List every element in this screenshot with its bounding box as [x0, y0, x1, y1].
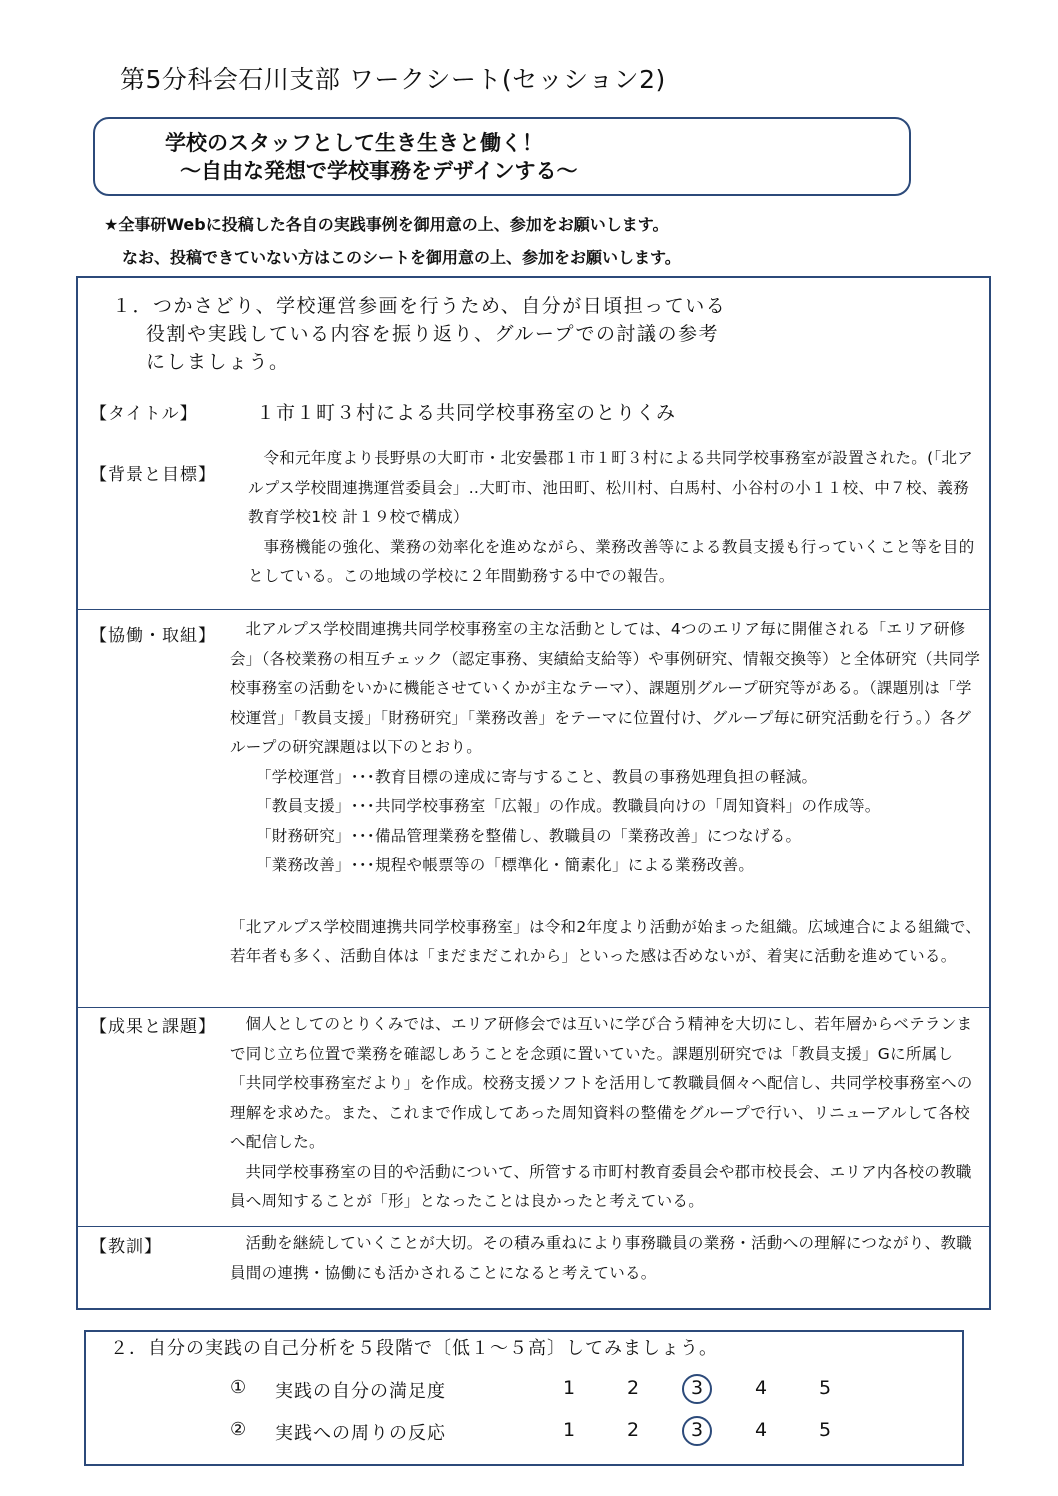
- lesson-text: [230, 1229, 978, 1288]
- scale-option-5[interactable]: 5: [818, 1377, 832, 1399]
- results-paragraph-2: 共同学校事務室の目的や活動について、所管する市町村教育委員会や郡市校長会、エリア内各校の教職員へ周知することが「形」となったことは良かったと考えている。: [230, 1162, 972, 1210]
- row-number: ②: [230, 1419, 247, 1440]
- results-paragraph-1: 個人としてのとりくみでは、エリア研修会では互いに学び合う精神を大切にし、若年層からベテランまで同じ立ち位置で業務を確認しあうことを念頭に置いていた。課題別研究では「教員支援」Gに所属し「共同学校事務室だより」を作成。校務支援ソフトを活用して教職員個々へ配信し、共同学校事務室への理解を求めた。また、これまで作成してあった周知資料の整備をグループで行い、リニューアルして各校へ配信した。: [230, 1015, 973, 1151]
- selected-circle: [682, 1374, 712, 1404]
- scale-option-4[interactable]: 4: [754, 1377, 768, 1399]
- notice-line-1: ★全事研Webに投稿した各自の実践事例を御用意の上、参加をお願いします。: [104, 215, 669, 234]
- scale-option-2[interactable]: 2: [626, 1377, 640, 1399]
- question-1-line-3: にしましょう。: [146, 351, 290, 373]
- notice-line-2: なお、投稿できていない方はこのシートを御用意の上、参加をお願いします。: [122, 248, 681, 267]
- lesson-label: 【教訓】: [90, 1237, 162, 1257]
- scale-option-4[interactable]: 4: [754, 1419, 768, 1441]
- collaboration-text: [230, 615, 982, 972]
- background-label: 【背景と目標】: [90, 465, 216, 485]
- results-text: [230, 1010, 978, 1217]
- title-value: １市１町３村による共同学校事務室のとりくみ: [256, 402, 677, 424]
- divider: [76, 609, 991, 610]
- scale-option-3[interactable]: 3: [690, 1419, 704, 1441]
- rating-label-self: 実践の自分の満足度: [275, 1381, 446, 1402]
- question-1-line-1: １．つかさどり、学校運営参画を行うため、自分が日頃担っている: [112, 295, 727, 317]
- collaboration-paragraph-2: 「北アルプス学校間連携共同学校事務室」は令和2年度より活動が始まった組織。広域連合による組織で、若年者も多く、活動自体は「まだまだこれから」といった感は否めないが、着実に活動を進めている。: [230, 917, 982, 965]
- divider: [76, 1226, 991, 1227]
- divider: [76, 1007, 991, 1008]
- rating-label-others: 実践への周りの反応: [275, 1423, 446, 1444]
- scale-option-1[interactable]: 1: [562, 1419, 576, 1441]
- scale-option-2[interactable]: 2: [626, 1419, 640, 1441]
- scale-option-5[interactable]: 5: [818, 1419, 832, 1441]
- scale-option-1[interactable]: 1: [562, 1377, 576, 1399]
- theme-subtitle: ～自由な発想で学校事務をデザインする～: [180, 159, 578, 183]
- background-text: [248, 444, 978, 592]
- collaboration-item: 「教員支援」･･･共同学校事務室「広報」の作成。教職員向けの「周知資料」の作成等。: [256, 797, 881, 815]
- lesson-paragraph: 活動を継続していくことが大切。その積み重ねにより事務職員の業務・活動への理解につながり、教職員間の連携・協働にも活かされることになると考えている。: [230, 1234, 972, 1282]
- question-1-line-2: 役割や実践している内容を振り返り、グループでの討議の参考: [146, 323, 720, 345]
- background-paragraph-1: 令和元年度より長野県の大町市・北安曇郡１市１町３村による共同学校事務室が設置された。(「北アルプス学校間連携運営委員会」‥大町市、池田町、松川村、白馬村、小谷村の小１１校、中７校、義務教育学校1校 計１９校で構成）: [248, 449, 974, 526]
- selected-circle: [682, 1416, 712, 1446]
- collaboration-item: 「財務研究」･･･備品管理業務を整備し、教職員の「業務改善」につなげる。: [256, 826, 802, 845]
- scale-option-3[interactable]: 3: [690, 1377, 704, 1399]
- background-paragraph-2: 事務機能の強化、業務の効率化を進めながら、業務改善等による教員支援も行っていくこと等を目的としている。この地域の学校に２年間勤務する中での報告。: [248, 537, 975, 585]
- collaboration-item: 「学校運営」･･･教育目標の達成に寄与すること、教員の事務処理負担の軽減。: [256, 767, 818, 786]
- collaboration-label: 【協働・取組】: [90, 626, 216, 646]
- title-label: 【タイトル】: [90, 404, 198, 424]
- question-1: [112, 292, 772, 376]
- theme-title: 学校のスタッフとして生き生きと働く！: [165, 131, 543, 155]
- collaboration-paragraph-1: 北アルプス学校間連携共同学校事務室の主な活動としては、4つのエリア毎に開催される「エリア研修会」（各校業務の相互チェック（認定事務、実績給支給等）や事例研究、情報交換等）と全体研究（共同学校事務室の活動をいかに機能させていくかが主なテーマ）、課題別グループ研究等がある。（課題別は「学校運営」「教員支援」「財務研究」「業務改善」をテーマに位置付け、グループ毎に研究活動を行う。）各グループの研究課題は以下のとおり。: [230, 620, 981, 756]
- row-number: ①: [230, 1377, 247, 1398]
- question-2: ２．自分の実践の自己分析を５段階で〔低１～５高〕してみましょう。: [110, 1338, 718, 1359]
- results-label: 【成果と課題】: [90, 1017, 216, 1037]
- collaboration-item: 「業務改善」･･･規程や帳票等の「標準化・簡素化」による業務改善。: [256, 856, 755, 874]
- page-title: 第5分科会石川支部 ワークシート(セッション2): [120, 65, 666, 94]
